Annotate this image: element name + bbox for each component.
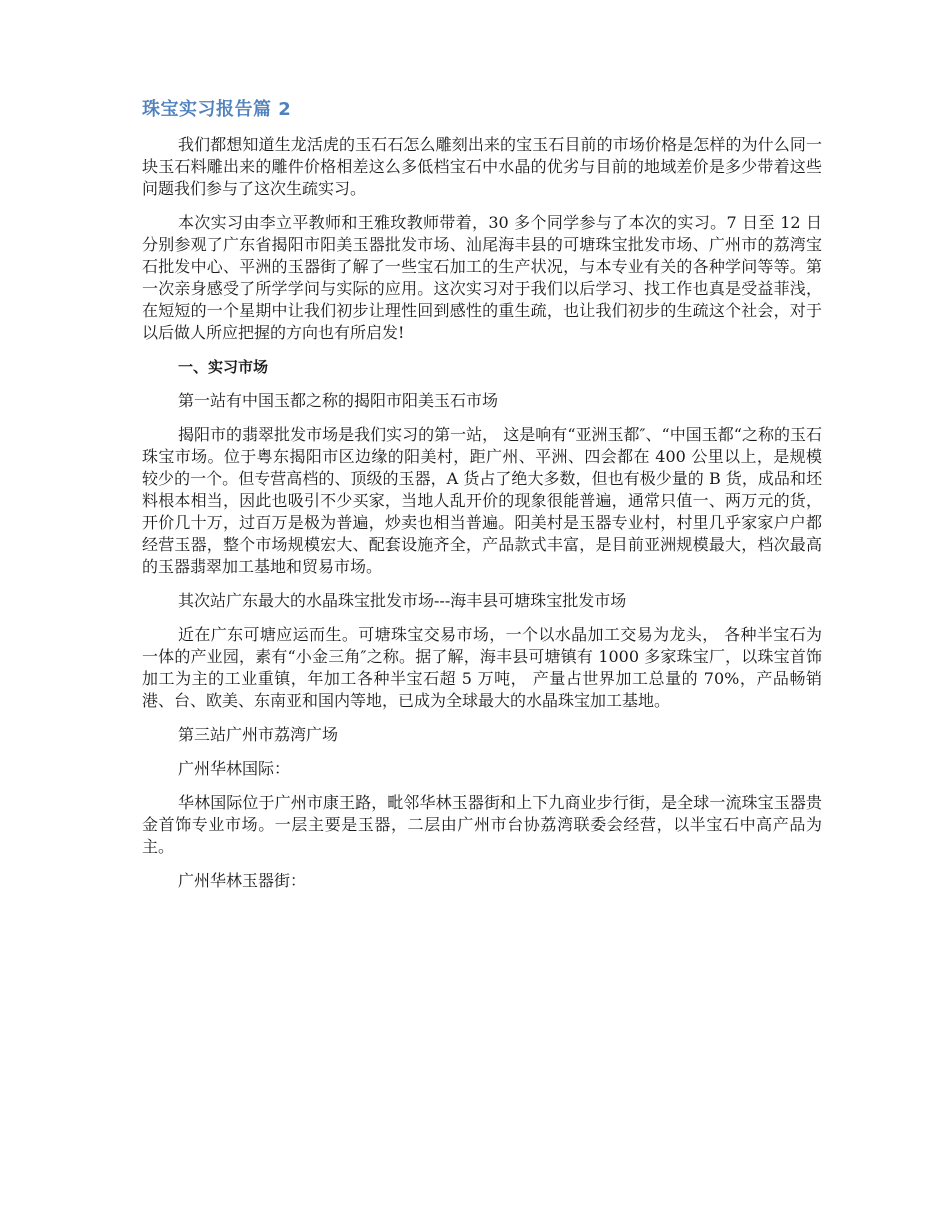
document-page [142, 98, 822, 904]
station-2-paragraph: 近在广东可塘应运而生。可塘珠宝交易市场，一个以水晶加工交易为龙头， 各种半宝石为一体的产业园，素有“小金三角″之称。据了解，海丰县可塘镇有 1000 多家珠宝厂，以珠宝首饰加工为主的工业重镇，年加工各种半宝石超 5 万吨， 产量占世界加工总量的 70%，产品畅销港、台、欧美、东南亚和国内等地，已成为全球最大的水晶珠宝加工基地。 [142, 625, 822, 710]
station-1-title: 第一站有中国玉都之称的揭阳市阳美玉石市场 [178, 391, 499, 410]
intro-paragraph-2: 本次实习由李立平教师和王雅玫教师带着，30 多个同学参与了本次的实习。7 日至 12 日分别参观了广东省揭阳市阳美玉器批发市场、汕尾海丰县的可塘珠宝批发市场、广州市的荔湾宝石批发中心、平洲的玉器街了解了一些宝石加工的生产状况，与本专业有关的各种学问等等。第一次亲身感受了所学学问与实际的应用。这次实习对于我们以后学习、找工作也真是受益菲浅，在短短的一个星期中让我们初步让理性回到感性的重生疏，也让我们初步的生疏这个社会，对于以后做人所应把握的方向也有所启发! [142, 213, 822, 342]
document-title: 珠宝实习报告篇 2 [142, 99, 292, 120]
hualin-international-title: 广州华林国际： [178, 759, 291, 778]
hualin-jade-street-title: 广州华林玉器街： [178, 871, 307, 890]
hualin-international-paragraph: 华林国际位于广州市康王路，毗邻华林玉器街和上下九商业步行街，是全球一流珠宝玉器贵金首饰专业市场。一层主要是玉器，二层由广州市台协荔湾联委会经营，以半宝石中高产品为主。 [142, 793, 822, 856]
station-3-title: 第三站广州市荔湾广场 [178, 725, 339, 744]
station-1-paragraph: 揭阳市的翡翠批发市场是我们实习的第一站， 这是响有“亚洲玉都″、“中国玉都“之称的玉石珠宝市场。位于粤东揭阳市区边缘的阳美村，距广州、平洲、四会都在 400 公里以上，是规模较少的一个。但专营高档的、顶级的玉器，A 货占了绝大多数，但也有极少量的 B 货，成品和坯料根本相当，因此也吸引不少买家，当地人乱开价的现象很能普遍，通常只值一、两万元的货，开价几十万，过百万是极为普遍，炒卖也相当普遍。阳美村是玉器专业村，村里几乎家家户户都经营玉器，整个市场规模宏大、配套设施齐全，产品款式丰富，是目前亚洲规模最大，档次最高的玉器翡翠加工基地和贸易市场。 [142, 425, 822, 576]
section-heading: 一、实习市场 [178, 358, 269, 376]
intro-paragraph-1: 我们都想知道生龙活虎的玉石石怎么雕刻出来的宝玉石目前的市场价格是怎样的为什么同一块玉石料雕出来的雕件价格相差这么多低档宝石中水晶的优劣与目前的地域差价是多少带着这些问题我们参与了这次生疏实习。 [142, 135, 822, 198]
station-2-title: 其次站广东最大的水晶珠宝批发市场---海丰县可塘珠宝批发市场 [178, 591, 627, 610]
